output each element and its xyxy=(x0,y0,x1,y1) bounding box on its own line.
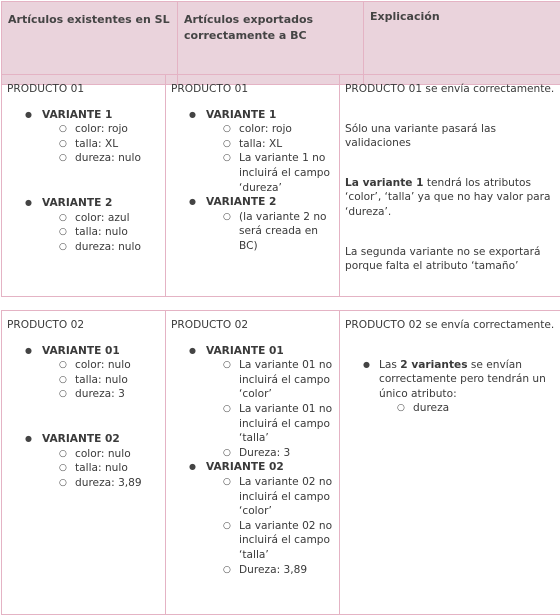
attribute-item: ○ (la variante 2 no será creada en BC) xyxy=(171,210,334,254)
explanation-text: tendrá los atributos ‘color’, ‘talla’ ya que no hay valor para ‘dureza’. xyxy=(345,176,551,218)
attribute-item: ○ La variante 1 no incluirá el campo ‘dureza’ xyxy=(171,151,334,195)
explanation-sublist xyxy=(379,401,556,416)
product-02-exported-cell xyxy=(166,311,340,615)
attribute-item: ○ La variante 01 no incluirá el campo ‘color’ xyxy=(171,358,334,402)
attribute-item: ○ Dureza: 3,89 xyxy=(171,563,334,578)
attribute-item: ○ talla: nulo xyxy=(7,461,160,476)
attribute-item: ○ dureza: nulo xyxy=(7,151,160,166)
header-explanation xyxy=(364,2,560,85)
variant-item xyxy=(171,344,334,461)
product-01-table xyxy=(1,74,560,297)
header-exported xyxy=(178,2,364,85)
explanation-paragraph: La segunda variante no se exportará porque falta el atributo ‘tamaño’ xyxy=(345,245,541,273)
attribute-list xyxy=(42,358,160,402)
attribute-item: ○ Dureza: 3 xyxy=(171,446,334,461)
explanation-paragraph: PRODUCTO 02 se envía correctamente. xyxy=(345,319,555,331)
product-02-explanation-cell xyxy=(340,311,560,615)
header-explanation-label: Explicación xyxy=(370,10,440,23)
attribute-item: ○ talla: XL xyxy=(171,137,334,152)
attribute-item: ○ La variante 02 no incluirá el campo ‘talla’ xyxy=(171,519,334,563)
variant-name: VARIANTE 01 xyxy=(42,344,120,357)
explanation-emphasis: 2 variantes xyxy=(400,358,468,371)
product-01-exported-cell xyxy=(166,75,340,297)
product-title: PRODUCTO 02 xyxy=(7,319,85,331)
explanation-paragraph: Sólo una variante pasará las validaciones xyxy=(345,122,496,150)
attribute-list xyxy=(42,447,160,491)
explanation-paragraph xyxy=(345,176,556,220)
attribute-item: ○ talla: XL xyxy=(7,137,160,152)
variant-item xyxy=(171,460,334,577)
variant-list xyxy=(171,344,334,578)
variant-name: VARIANTE 02 xyxy=(206,461,284,474)
product-title: PRODUCTO 01 xyxy=(7,83,85,95)
attribute-item: ○ dureza: nulo xyxy=(7,240,160,255)
header-table xyxy=(1,1,560,85)
variant-list xyxy=(7,344,160,491)
variant-item xyxy=(171,195,334,253)
variant-item xyxy=(7,108,160,166)
explanation-paragraph: PRODUCTO 01 se envía correctamente. xyxy=(345,83,555,95)
attribute-list xyxy=(206,475,334,577)
explanation-text: se envían correctamente pero tendrán un único atributo: xyxy=(379,358,546,400)
header-existing-label: Artículos existentes en SL xyxy=(8,13,170,26)
variant-item xyxy=(171,108,334,196)
product-02-table xyxy=(1,310,560,615)
attribute-item: ○ La variante 02 no incluirá el campo ‘color’ xyxy=(171,475,334,519)
attribute-list xyxy=(42,122,160,166)
header-existing xyxy=(2,2,178,85)
explanation-list xyxy=(345,358,556,416)
attribute-item: ○ color: azul xyxy=(7,211,160,226)
variant-list xyxy=(7,108,160,255)
product-01-existing-cell xyxy=(2,75,166,297)
attribute-list xyxy=(206,210,334,254)
attribute-list xyxy=(206,358,334,460)
attribute-item: ○ color: nulo xyxy=(7,358,160,373)
variant-name: VARIANTE 02 xyxy=(42,432,120,445)
product-01-explanation-cell xyxy=(340,75,560,297)
attribute-list xyxy=(42,211,160,255)
product-title: PRODUCTO 01 xyxy=(171,83,249,95)
variant-item xyxy=(7,344,160,402)
attribute-item: ○ dureza: 3,89 xyxy=(7,476,160,491)
product-title: PRODUCTO 02 xyxy=(171,319,249,331)
variant-name: VARIANTE 01 xyxy=(206,344,284,357)
variant-name: VARIANTE 1 xyxy=(42,108,113,121)
variant-name: VARIANTE 1 xyxy=(206,108,277,121)
attribute-item: ○ talla: nulo xyxy=(7,373,160,388)
variant-item xyxy=(7,196,160,254)
variant-name: VARIANTE 2 xyxy=(206,196,277,209)
product-02-existing-cell xyxy=(2,311,166,615)
header-exported-line1: Artículos exportados xyxy=(184,13,314,26)
attribute-item: ○ color: nulo xyxy=(7,447,160,462)
variant-item xyxy=(7,432,160,490)
explanation-subitem: ○ dureza xyxy=(379,401,556,416)
explanation-list-item xyxy=(345,358,556,416)
attribute-item: ○ color: rojo xyxy=(7,122,160,137)
explanation-text: Las xyxy=(379,358,401,371)
variant-list xyxy=(171,108,334,254)
attribute-item: ○ talla: nulo xyxy=(7,225,160,240)
variant-name: VARIANTE 2 xyxy=(42,196,113,209)
attribute-item: ○ La variante 01 no incluirá el campo ‘talla’ xyxy=(171,402,334,446)
header-exported-line2: correctamente a BC xyxy=(184,29,307,42)
explanation-emphasis: La variante 1 xyxy=(345,176,424,189)
attribute-item: ○ dureza: 3 xyxy=(7,387,160,402)
attribute-list xyxy=(206,122,334,195)
attribute-item: ○ color: rojo xyxy=(171,122,334,137)
